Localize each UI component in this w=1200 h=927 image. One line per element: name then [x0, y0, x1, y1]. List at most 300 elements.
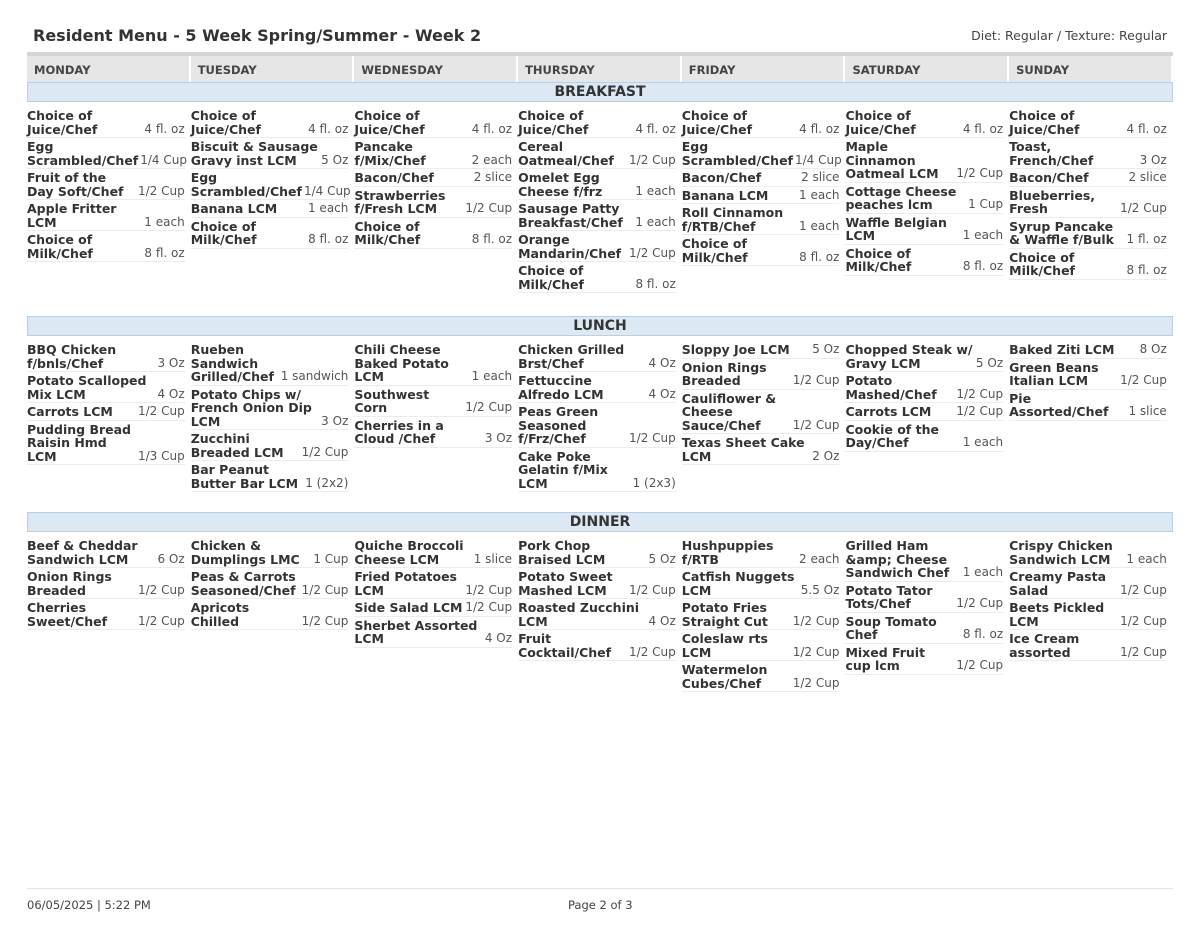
menu-item-quantity: 6 Oz: [157, 551, 185, 566]
menu-item-quantity: 2 each: [471, 152, 513, 167]
menu-item: [518, 202, 676, 231]
menu-item: [845, 247, 1003, 276]
meal-banner-dinner: DINNER: [27, 512, 1173, 532]
day-header-monday: MONDAY: [27, 56, 191, 82]
day-column: [354, 343, 518, 494]
menu-item: [354, 619, 512, 648]
menu-item-quantity: 1 each: [962, 435, 1004, 449]
day-column: [845, 539, 1009, 694]
menu-item-name: Grilled Ham &amp; Cheese Sandwich Chef: [845, 538, 950, 580]
menu-item-name: Apple Fritter LCM: [27, 201, 117, 230]
menu-item-quantity: 1/2 Cup: [629, 582, 676, 597]
menu-item-quantity: 1 slice: [1128, 404, 1167, 418]
menu-item: [682, 632, 840, 661]
day-header-row: [27, 52, 1173, 82]
menu-item: [682, 539, 840, 568]
menu-item-name: Zucchini Breaded LCM: [190, 431, 284, 460]
menu-item-quantity: 5.5 Oz: [800, 582, 840, 597]
menu-item-name: Choice of Juice/Chef: [27, 108, 98, 137]
menu-item: [845, 109, 1003, 138]
menu-item-quantity: 8 fl. oz: [799, 249, 840, 264]
menu-item-name: Bacon/Chef: [681, 170, 762, 185]
menu-item-name: Potato Mashed/Chef: [845, 373, 937, 402]
day-column: [518, 539, 682, 694]
menu-item: [191, 171, 349, 200]
day-column: [682, 343, 846, 494]
menu-item-quantity: 1/2 Cup: [956, 596, 1004, 610]
menu-item-name: Choice of Juice/Chef: [1009, 108, 1080, 137]
menu-item-quantity: 2 each: [799, 551, 840, 566]
menu-item-quantity: 1 slice: [473, 551, 513, 566]
menu-item-name: Fruit Cocktail/Chef: [518, 631, 612, 660]
day-header-thursday: THURSDAY: [518, 56, 682, 82]
menu-item: [682, 237, 840, 266]
menu-item: [845, 216, 1003, 245]
menu-item: [1009, 392, 1167, 421]
menu-item-name: Catfish Nuggets LCM: [681, 569, 795, 598]
menu-item-quantity: 1/2 Cup: [465, 201, 513, 215]
menu-item-quantity: 5 Oz: [812, 342, 840, 356]
menu-item-name: BBQ Chicken f/bnls/Chef: [27, 342, 117, 371]
menu-item-name: Choice of Juice/Chef: [518, 108, 589, 137]
menu-item: [354, 220, 512, 249]
menu-item-name: Choice of Milk/Chef: [1009, 249, 1076, 278]
menu-item-name: Apricots Chilled: [190, 600, 250, 629]
menu-item-quantity: 1/2 Cup: [956, 166, 1004, 180]
menu-item-quantity: 8 fl. oz: [962, 627, 1004, 641]
menu-item-quantity: 1/2 Cup: [137, 404, 185, 418]
day-column: [1009, 109, 1173, 295]
menu-item-name: Choice of Juice/Chef: [681, 108, 753, 137]
menu-item-name: Blueberries, Fresh: [1009, 187, 1096, 216]
menu-item-name: Strawberries f/Fresh LCM: [354, 187, 446, 216]
menu-item-name: Hushpuppies f/RTB: [681, 538, 774, 567]
menu-item-quantity: 4 fl. oz: [962, 121, 1004, 136]
menu-item: [1009, 171, 1167, 187]
menu-item: [682, 206, 840, 235]
menu-item: [518, 374, 676, 403]
menu-item: [1009, 539, 1167, 568]
menu-item: [845, 584, 1003, 613]
menu-item: [518, 264, 676, 293]
menu-item-quantity: 1/2 Cup: [1120, 201, 1167, 215]
menu-item: [191, 109, 349, 138]
menu-item-name: Bar Peanut Butter Bar LCM: [190, 462, 299, 491]
menu-item-name: Potato Fries Straight Cut: [681, 600, 768, 629]
menu-item-quantity: 8 Oz: [1139, 342, 1167, 356]
menu-item: [1009, 343, 1167, 359]
menu-item: [682, 140, 840, 169]
menu-item-name: Choice of Milk/Chef: [518, 263, 584, 292]
menu-item-name: Maple Cinnamon Oatmeal LCM: [845, 139, 939, 181]
menu-item: [191, 220, 349, 249]
menu-item-name: Banana LCM: [681, 187, 769, 203]
day-column: [845, 109, 1009, 295]
menu-item-name: Fried Potatoes LCM: [354, 569, 457, 598]
menu-item-name: Pork Chop Braised LCM: [518, 538, 606, 567]
menu-item-name: Potato Scalloped Mix LCM: [27, 373, 147, 402]
menu-item-name: Choice of Juice/Chef: [845, 108, 916, 137]
menu-item-name: Coleslaw rts LCM: [681, 631, 768, 660]
menu-item-quantity: 8 fl. oz: [308, 232, 349, 246]
menu-item-quantity: 1/2 Cup: [792, 373, 840, 387]
menu-item-name: Bacon/Chef: [354, 170, 434, 185]
menu-item: [1009, 220, 1167, 249]
menu-item-quantity: 1/2 Cup: [792, 613, 840, 628]
menu-item: [845, 374, 1003, 403]
menu-item: [518, 343, 676, 372]
menu-item: [27, 374, 185, 403]
menu-item-quantity: 1/2 Cup: [137, 613, 185, 628]
meal-banner-breakfast: BREAKFAST: [27, 82, 1173, 102]
menu-item-name: Cauliflower & Cheese Sauce/Chef: [681, 390, 777, 433]
menu-item-name: Quiche Broccoli Cheese LCM: [354, 538, 464, 567]
menu-item-quantity: 1 each: [799, 187, 840, 202]
menu-item-quantity: 1 (2x3): [632, 475, 676, 490]
menu-item-quantity: 1/2 Cup: [629, 152, 676, 167]
menu-item-name: Biscuit & Sausage Gravy inst LCM: [190, 139, 318, 168]
menu-item-name: Egg Scrambled/Chef: [27, 139, 139, 168]
menu-item-quantity: 4 fl. oz: [799, 121, 840, 136]
menu-item-quantity: 2 slice: [801, 170, 840, 184]
menu-item-quantity: 4 fl. oz: [471, 121, 513, 136]
menu-item-quantity: 1/2 Cup: [137, 183, 185, 198]
menu-item: [27, 171, 185, 200]
footer-page-number: Page 2 of 3: [568, 898, 633, 912]
menu-item-name: Chicken & Dumplings LMC: [190, 538, 300, 567]
menu-item-name: Mixed Fruit cup lcm: [845, 644, 926, 673]
menu-item-name: Potato Tator Tots/Chef: [845, 582, 933, 611]
menu-item-name: Egg Scrambled/Chef: [681, 139, 793, 168]
menu-item-name: Ice Cream assorted: [1009, 631, 1080, 660]
menu-item-name: Southwest Corn: [354, 386, 430, 415]
menu-item: [845, 615, 1003, 644]
menu-item-name: Onion Rings Breaded: [27, 569, 112, 598]
menu-item-name: Soup Tomato Chef: [845, 613, 937, 642]
menu-item: [518, 632, 676, 661]
menu-item: [518, 601, 676, 630]
menu-item-quantity: 1/2 Cup: [956, 386, 1004, 401]
menu-item: [682, 361, 840, 390]
menu-item: [518, 405, 676, 448]
menu-item: [354, 388, 512, 417]
menu-item: [191, 601, 349, 630]
menu-item-quantity: 3 Oz: [157, 355, 185, 370]
menu-item-quantity: 1 (2x2): [305, 475, 349, 490]
menu-item-name: Cottage Cheese peaches lcm: [845, 183, 957, 212]
menu-item-name: Choice of Milk/Chef: [681, 236, 748, 265]
menu-item-quantity: 1 each: [471, 369, 513, 383]
menu-item-quantity: 1 each: [962, 565, 1004, 579]
menu-item-name: Sherbet Assorted LCM: [354, 617, 478, 646]
menu-item: [682, 189, 840, 205]
menu-item: [682, 392, 840, 435]
menu-item-quantity: 2 slice: [473, 170, 513, 184]
menu-item-quantity: 1 each: [307, 201, 349, 215]
menu-item-name: Chopped Steak w/ Gravy LCM: [845, 342, 973, 371]
menu-item-name: Choice of Milk/Chef: [354, 218, 421, 247]
menu-item: [845, 539, 1003, 582]
menu-item-name: Omelet Egg Cheese f/frz: [518, 170, 603, 199]
menu-item: [845, 140, 1003, 183]
menu-item: [1009, 109, 1167, 138]
menu-item: [518, 450, 676, 493]
menu-item-name: Orange Mandarin/Chef: [518, 232, 622, 261]
menu-item: [191, 140, 349, 169]
menu-item-quantity: 1/4 Cup: [795, 152, 842, 167]
menu-item-name: Syrup Pancake & Waffle f/Bulk: [1009, 218, 1114, 247]
menu-item-name: Rueben Sandwich Grilled/Chef: [190, 342, 274, 384]
dinner-section: [27, 539, 1173, 694]
menu-item-quantity: 1/4 Cup: [303, 183, 351, 198]
menu-item-name: Peas Green Seasoned f/Frz/Chef: [518, 404, 599, 446]
menu-item-name: Waffle Belgian LCM: [845, 214, 947, 243]
menu-item: [27, 405, 185, 421]
menu-item-quantity: 1 each: [635, 214, 676, 229]
menu-item: [27, 539, 185, 568]
menu-item-quantity: 5 Oz: [975, 355, 1004, 370]
menu-item-name: Beef & Cheddar Sandwich LCM: [27, 538, 138, 567]
menu-item: [354, 171, 512, 187]
menu-item-name: Choice of Juice/Chef: [190, 108, 261, 137]
menu-item-name: Fettuccine Alfredo LCM: [518, 373, 604, 402]
menu-item: [27, 601, 185, 630]
menu-item-quantity: 8 fl. oz: [144, 245, 185, 260]
menu-item-quantity: 8 fl. oz: [1126, 263, 1167, 277]
menu-item-quantity: 4 fl. oz: [635, 121, 676, 136]
menu-item-name: Roasted Zucchini LCM: [518, 600, 640, 629]
menu-item-name: Sausage Patty Breakfast/Chef: [518, 201, 623, 230]
menu-item-quantity: 3 Oz: [321, 413, 349, 428]
menu-item: [191, 463, 349, 492]
menu-item-name: Onion Rings Breaded: [681, 359, 767, 388]
menu-item: [354, 343, 512, 386]
menu-item-quantity: 1 each: [1126, 551, 1167, 566]
menu-item-quantity: 8 fl. oz: [962, 259, 1004, 273]
menu-item-quantity: 1 each: [799, 218, 840, 233]
menu-item: [354, 539, 512, 568]
menu-item: [191, 539, 349, 568]
meal-banner-lunch: LUNCH: [27, 316, 1173, 336]
menu-item-quantity: 4 fl. oz: [144, 121, 185, 136]
day-column: [27, 343, 191, 494]
menu-item-quantity: 1/2 Cup: [465, 582, 513, 597]
menu-item-quantity: 5 Oz: [321, 152, 349, 167]
menu-item-name: Cherries Sweet/Chef: [27, 600, 108, 629]
menu-item-quantity: 4 Oz: [648, 355, 676, 370]
day-column: [354, 109, 518, 295]
menu-item: [518, 171, 676, 200]
menu-item-name: Choice of Milk/Chef: [845, 245, 912, 274]
menu-item-quantity: 4 Oz: [648, 386, 676, 401]
menu-item: [191, 432, 349, 461]
menu-item: [1009, 632, 1167, 661]
menu-item-quantity: 1/2 Cup: [137, 582, 185, 597]
menu-item-quantity: 1/2 Cup: [792, 644, 840, 659]
menu-item-name: Banana LCM: [190, 201, 278, 216]
day-header-friday: FRIDAY: [682, 56, 846, 82]
day-column: [518, 343, 682, 494]
menu-item: [191, 570, 349, 599]
menu-item: [518, 109, 676, 138]
menu-item-quantity: 1/2 Cup: [1120, 644, 1167, 659]
menu-item-quantity: 8 fl. oz: [635, 276, 676, 291]
menu-item-name: Potato Sweet Mashed LCM: [518, 569, 613, 598]
menu-item-quantity: 4 fl. oz: [308, 121, 349, 136]
menu-item-name: Potato Chips w/ French Onion Dip LCM: [190, 386, 312, 429]
menu-item-quantity: 1/2 Cup: [792, 417, 840, 432]
menu-item: [518, 140, 676, 169]
footer-divider: [27, 888, 1173, 889]
menu-item-quantity: 1/2 Cup: [465, 600, 513, 614]
menu-item: [191, 202, 349, 218]
menu-item: [518, 570, 676, 599]
menu-item-name: Choice of Milk/Chef: [190, 218, 257, 247]
menu-item-name: Peas & Carrots Seasoned/Chef: [190, 569, 296, 598]
menu-item-quantity: 1 each: [962, 228, 1004, 242]
day-header-tuesday: TUESDAY: [191, 56, 355, 82]
day-column: [682, 539, 846, 694]
menu-item-name: Roll Cinnamon f/RTB/Chef: [681, 205, 784, 234]
menu-item-name: Cookie of the Day/Chef: [845, 421, 939, 450]
menu-item-name: Bacon/Chef: [1009, 170, 1089, 185]
menu-item-name: Texas Sheet Cake LCM: [681, 435, 805, 464]
menu-item: [27, 570, 185, 599]
day-column: [191, 539, 355, 694]
menu-item-quantity: 1/2 Cup: [301, 613, 349, 628]
menu-item: [845, 185, 1003, 214]
menu-item-quantity: 1/2 Cup: [301, 444, 349, 459]
day-header-saturday: SATURDAY: [845, 56, 1009, 82]
menu-item-quantity: 1/2 Cup: [629, 245, 676, 260]
menu-item-name: Fruit of the Day Soft/Chef: [27, 170, 124, 199]
menu-item-name: Toast, French/Chef: [1009, 139, 1094, 168]
menu-item-quantity: 3 Oz: [484, 431, 513, 445]
day-header-sunday: SUNDAY: [1009, 56, 1173, 82]
day-column: [682, 109, 846, 295]
menu-item-quantity: 1/2 Cup: [629, 431, 676, 445]
menu-item-quantity: 1/3 Cup: [137, 448, 185, 463]
menu-item: [518, 233, 676, 262]
day-column: [27, 539, 191, 694]
menu-item-name: Crispy Chicken Sandwich LCM: [1009, 538, 1113, 567]
day-column: [518, 109, 682, 295]
breakfast-section: [27, 109, 1173, 295]
menu-item-quantity: 1/2 Cup: [465, 400, 513, 414]
menu-item: [354, 419, 512, 448]
menu-item: [845, 405, 1003, 421]
menu-item-name: Pudding Bread Raisin Hmd LCM: [27, 421, 131, 464]
menu-item: [191, 343, 349, 386]
menu-item: [27, 233, 185, 262]
menu-item-name: Egg Scrambled/Chef: [190, 170, 302, 199]
menu-item: [354, 189, 512, 218]
menu-item: [27, 202, 185, 231]
menu-item-name: Beets Pickled LCM: [1009, 600, 1105, 629]
menu-item-quantity: 1/2 Cup: [1120, 373, 1167, 387]
menu-item-quantity: 1 each: [635, 183, 676, 198]
menu-item-quantity: 3 Oz: [1139, 152, 1167, 167]
menu-item: [354, 140, 512, 169]
menu-item-quantity: 1 Cup: [968, 197, 1004, 211]
menu-item-quantity: 1/4 Cup: [140, 152, 187, 167]
menu-item: [682, 343, 840, 359]
menu-item: [27, 109, 185, 138]
menu-item-name: Watermelon Cubes/Chef: [681, 662, 768, 691]
page-header: [27, 24, 1173, 48]
menu-item: [845, 343, 1003, 372]
menu-item-name: Cake Poke Gelatin f/Mix LCM: [518, 448, 608, 491]
menu-item-name: Sloppy Joe LCM: [681, 342, 790, 357]
menu-item-quantity: 1/2 Cup: [792, 675, 840, 690]
day-column: [191, 343, 355, 494]
lunch-section: [27, 343, 1173, 494]
menu-item: [1009, 251, 1167, 280]
menu-item-name: Carrots LCM: [845, 404, 932, 419]
menu-item-quantity: 2 slice: [1128, 170, 1167, 184]
menu-item-name: Choice of Juice/Chef: [354, 108, 425, 137]
menu-item-name: Chili Cheese Baked Potato LCM: [354, 342, 449, 384]
menu-item: [1009, 140, 1167, 169]
menu-item: [1009, 189, 1167, 218]
menu-item: [1009, 361, 1167, 390]
menu-item-quantity: 4 Oz: [484, 631, 513, 645]
menu-item: [682, 171, 840, 187]
menu-item: [518, 539, 676, 568]
menu-item: [845, 423, 1003, 452]
day-column: [1009, 343, 1173, 494]
menu-item: [354, 601, 512, 617]
menu-item: [845, 646, 1003, 675]
menu-item: [354, 109, 512, 138]
diet-info: Diet: Regular / Texture: Regular: [971, 28, 1167, 43]
day-column: [354, 539, 518, 694]
menu-item-quantity: 1/2 Cup: [1120, 582, 1167, 597]
menu-item: [682, 109, 840, 138]
footer-date: 06/05/2025 | 5:22 PM: [27, 898, 151, 912]
menu-item-name: Side Salad LCM: [354, 600, 463, 615]
menu-item-quantity: 1 sandwich: [280, 369, 349, 383]
menu-item-quantity: 1/2 Cup: [301, 582, 349, 597]
day-column: [845, 343, 1009, 494]
menu-item-quantity: 4 fl. oz: [1126, 121, 1167, 136]
day-column: [191, 109, 355, 295]
menu-item-quantity: 1 each: [144, 214, 185, 229]
day-column: [27, 109, 191, 295]
menu-item-quantity: 4 Oz: [157, 386, 185, 401]
menu-item: [27, 343, 185, 372]
day-column: [1009, 539, 1173, 694]
menu-item: [682, 570, 840, 599]
menu-item: [27, 423, 185, 466]
day-header-wednesday: WEDNESDAY: [354, 56, 518, 82]
page-title: Resident Menu - 5 Week Spring/Summer - Week 2: [33, 26, 482, 45]
menu-item: [1009, 570, 1167, 599]
menu-item-quantity: 1 Cup: [313, 551, 349, 566]
menu-item-quantity: 4 Oz: [648, 613, 676, 628]
menu-item-name: Carrots LCM: [27, 404, 113, 419]
menu-item-name: Creamy Pasta Salad: [1009, 569, 1107, 598]
menu-item: [191, 388, 349, 431]
menu-item: [27, 140, 185, 169]
menu-item-name: Green Beans Italian LCM: [1009, 359, 1099, 388]
menu-item-quantity: 1/2 Cup: [1120, 613, 1167, 628]
menu-item-quantity: 1/2 Cup: [629, 644, 676, 659]
menu-item-quantity: 5 Oz: [648, 551, 676, 566]
menu-item-name: Cherries in a Cloud /Chef: [354, 417, 444, 446]
menu-item-name: Chicken Grilled Brst/Chef: [518, 342, 625, 371]
menu-item-name: Pie Assorted/Chef: [1009, 390, 1109, 419]
